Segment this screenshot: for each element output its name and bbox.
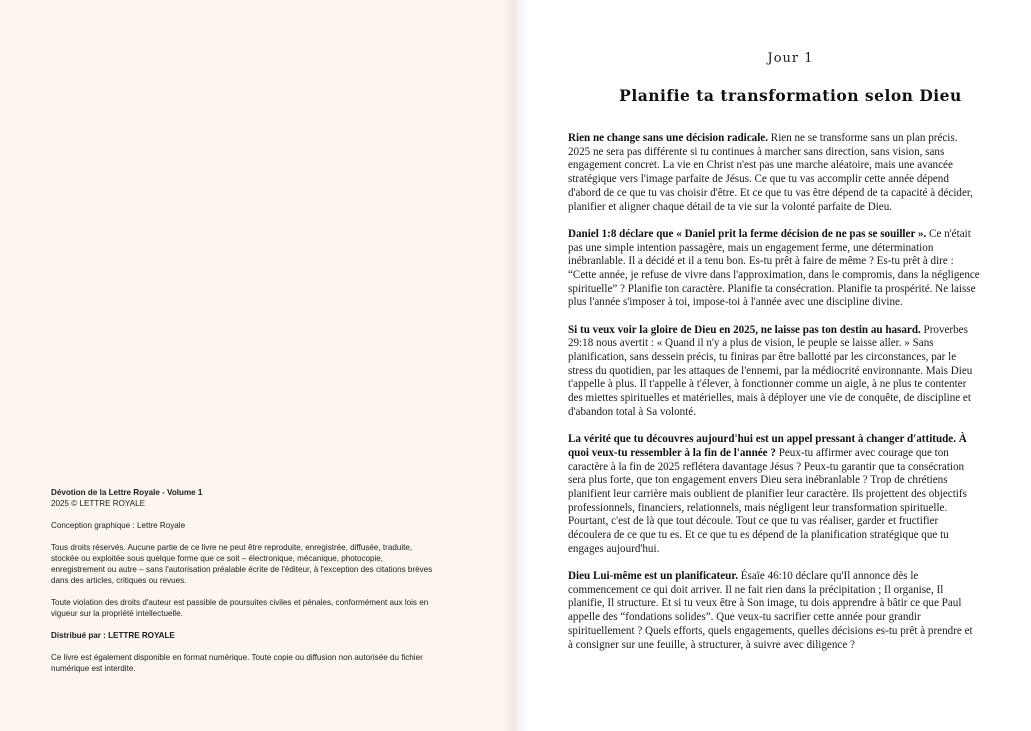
paragraph-lead: Si tu veux voir la gloire de Dieu en 2025, ne laisse pas ton destin au hasard. — [568, 323, 921, 336]
paragraph-text: Rien ne se transforme sans un plan précis. 2025 ne sera pas différente si tu continues à marcher sans direction, sans vision, sans engagement concret. La vie en Christ n'est pas une marche aléatoire, mais une avancée stratégique vers l'image parfaite de Jésus. Ce que tu vas accomplir cette année dépend d'abord de ce que tu vas choisir d'être. Et ce que tu vas être dépend de ta capacité à décider, planifier et aligner chaque détail de ta vie sur la volonté parfaite de Dieu. — [568, 132, 973, 213]
book-info — [51, 487, 463, 509]
page-title: Planifie ta transformation selon Dieu — [619, 86, 962, 105]
rights-notice — [51, 542, 463, 586]
distributor: Distribué par : LETTRE ROYALE — [51, 631, 175, 640]
rights-line: Tous droits réservés. Aucune partie de ce livre ne peut être reproduite, enregistrée, diffusée, traduite, — [51, 543, 413, 552]
design-credit: Conception graphique : Lettre Royale — [51, 521, 186, 530]
devotional-body — [568, 132, 980, 666]
violation-notice — [51, 597, 463, 619]
right-page — [516, 0, 1031, 731]
paragraph — [568, 228, 980, 310]
paragraph — [568, 433, 980, 556]
paragraph-text: Ce n'était pas une simple intention passagère, mais un engagement ferme, une détermination inébranlable. Il a décidé et il a tenu bon. Es-tu prêt à faire de même ? Es-tu prêt à dire : “Cette année, je refuse de vivre dans l'approximation, dans le compromis, dans la négligence spirituelle” ? Planifie ton caractère. Planifie ta consécration. Planifie ta prospérité. Ne laisse plus l'année s'imposer à toi, impose-toi à l'année avec une discipline divine. — [568, 227, 980, 309]
paragraph — [568, 324, 980, 420]
digital-line: Ce livre est également disponible en format numérique. Toute copie ou diffusion non autorisée du fichier — [51, 653, 423, 662]
book-title: Dévotion de la Lettre Royale - Volume 1 — [51, 488, 203, 497]
paragraph-text: Ésaïe 46:10 déclare qu'Il annonce dès le commencement ce qui doit arriver. Il ne fait rien dans la précipitation ; Il organise, Il planifie, Il structure. Et si tu veux être à Son image, tu dois apprendre à bâtir ce que Paul appelle des “fondations solides”. Que veux-tu sacrifier cette année pour grandir spirituellement ? Quels efforts, quels engagements, quelles décisions es-tu prêt à prendre et à consigner sur une feuille, à structurer, à suivre avec diligence ? — [568, 570, 973, 651]
paragraph-lead: La vérité que tu découvres aujourd'hui est un appel pressant à changer d'attitude. À quoi veux-tu ressembler à la fin de l'année ? — [568, 433, 967, 459]
paragraph-lead: Dieu Lui-même est un planificateur. — [568, 570, 738, 583]
copyright-line: 2025 © LETTRE ROYALE — [51, 499, 145, 508]
rights-line: dans des articles, critiques ou revues. — [51, 576, 187, 585]
rights-line: enregistrement ou autre – sans l'autorisation préalable écrite de l'éditeur, à l'exception des citations brèves — [51, 565, 433, 574]
paragraph-text: Peux-tu affirmer avec courage que ton caractère à la fin de 2025 reflétera davantage Jésus ? Peux-tu garantir que ta consécration sera plus forte, que ton engagement envers Dieu sera inébranlable ? Trop de chrétiens planifient leur carrière mais oublient de planifier leur caractère. Ils projettent des objectifs professionnels, financiers, relationnels, mais négligent leur transformation spirituelle. Pourtant, c'est de là que tout découle. Tout ce que tu vas réaliser, garder et fructifier découlera de ce que tu es. Et ce que tu es dépend de la planification stratégique que tu engages aujourd'hui. — [568, 446, 967, 555]
violation-line: vigueur sur la propriété intellectuelle. — [51, 609, 183, 618]
digital-notice — [51, 652, 463, 674]
paragraph — [568, 570, 980, 652]
violation-line: Toute violation des droits d'auteur est passible de poursuites civiles et pénales, conformément aux lois en — [51, 598, 429, 607]
paragraph-lead: Daniel 1:8 déclare que « Daniel prit la ferme décision de ne pas se souiller ». — [568, 227, 927, 240]
paragraph-text: Proverbes 29:18 nous avertit : « Quand il n'y a plus de vision, le peuple se laisse aller. » Sans planification, sans dessein précis, tu finiras par être ballotté par les circonstances, par le stress du quotidien, par les attaques de l'ennemi, par la médiocrité environnante. Mais Dieu t'appelle à plus. Il t'appelle à t'élever, à fonctionner comme un aigle, à ne plus te contenter des miettes spirituelles et matérielles, mais à déployer une vie de conquête, de discipline et d'abandon total à Sa volonté. — [568, 323, 973, 418]
paragraph — [568, 132, 980, 214]
paragraph-lead: Rien ne change sans une décision radicale. — [568, 132, 769, 144]
day-label: Jour 1 — [767, 51, 814, 66]
rights-line: stockée ou exploitée sous quelque forme que ce soit – électronique, mécanique, photocopie, — [51, 554, 384, 563]
copyright-block — [51, 487, 463, 685]
digital-line: numérique est interdite. — [51, 664, 136, 673]
